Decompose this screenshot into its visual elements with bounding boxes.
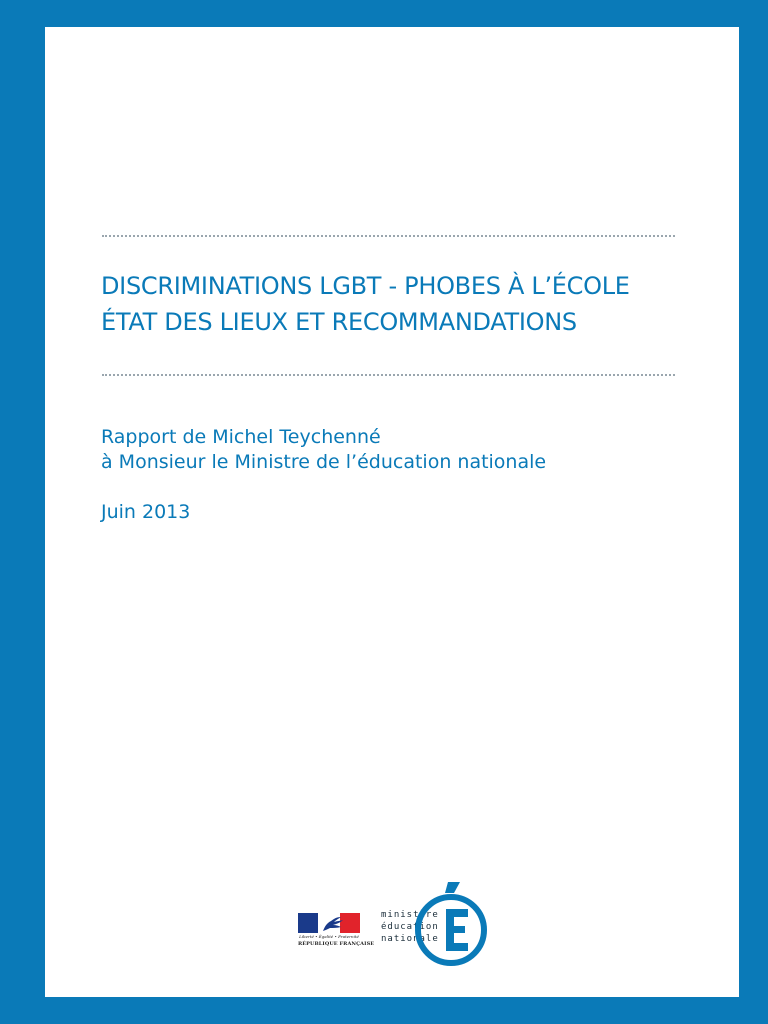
cover-page <box>45 27 739 997</box>
tricolor-flag-icon <box>298 913 360 933</box>
ministere-line-2: éducation <box>381 922 439 932</box>
title-line-1: DISCRIMINATIONS LGBT - PHOBES À L’ÉCOLE <box>101 272 630 300</box>
ministere-line-3: nationale <box>381 934 439 944</box>
report-subtitle <box>101 425 546 475</box>
subtitle-line-1: Rapport de Michel Teychenné <box>101 426 381 448</box>
logos-footer <box>297 880 497 966</box>
republique-name: RÉPUBLIQUE FRANÇAISE <box>298 941 375 947</box>
dotted-rule-top <box>102 235 675 237</box>
marianne-profile-icon <box>321 915 349 932</box>
report-title <box>101 268 721 340</box>
title-line-2: ÉTAT DES LIEUX ET RECOMMANDATIONS <box>101 308 577 336</box>
republique-motto: Liberté • Égalité • Fraternité <box>299 934 359 939</box>
report-date: Juin 2013 <box>101 501 191 523</box>
dotted-rule-bottom <box>102 374 675 376</box>
education-nationale-emblem-icon <box>412 880 490 966</box>
subtitle-line-2: à Monsieur le Ministre de l’éducation nationale <box>101 451 547 473</box>
ministere-line-1: ministère <box>381 910 439 920</box>
republique-francaise-logo <box>298 913 375 951</box>
